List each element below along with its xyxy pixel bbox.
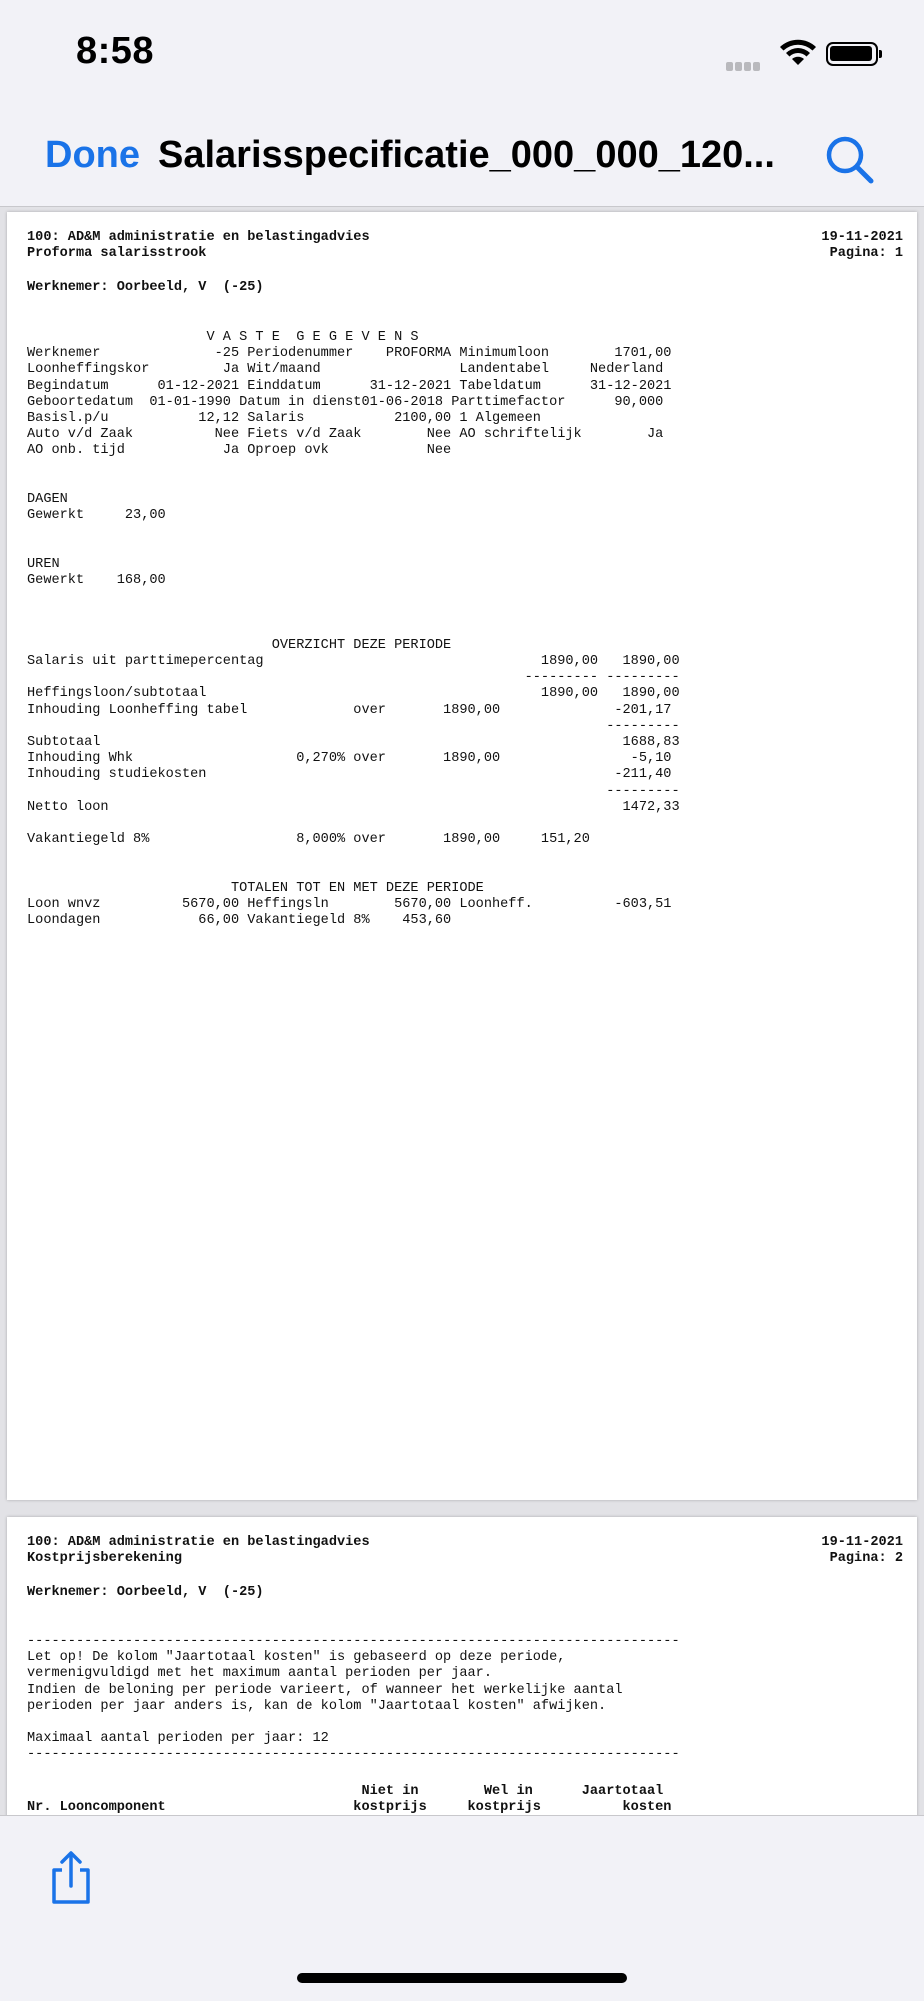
document-heading: Kostprijsberekening xyxy=(27,1551,182,1566)
page-number: Pagina: 1 xyxy=(829,246,903,261)
page-number: Pagina: 2 xyxy=(829,1551,903,1566)
table-header: Niet in Wel in Jaartotaal Nr. Looncomponent kostprijs kostprijs kosten xyxy=(27,1784,672,1815)
employee-label: Werknemer: Oorbeeld, V (-25) xyxy=(27,1585,264,1600)
status-time: 8:58 xyxy=(76,30,155,72)
done-button[interactable]: Done xyxy=(45,134,140,176)
company-name: 100: AD&M administratie en belastingadvies xyxy=(27,230,370,245)
document-date: 19-11-2021 xyxy=(821,230,903,245)
document-viewer[interactable] xyxy=(0,207,924,1815)
wifi-icon xyxy=(778,38,818,68)
document-page-2 xyxy=(7,1517,917,1815)
signal-icon xyxy=(726,58,762,76)
bottom-toolbar xyxy=(0,1815,924,2001)
document-date: 19-11-2021 xyxy=(821,1535,903,1550)
payslip-body: V A S T E G E G E V E N S Werknemer -25 Periodenummer PROFORMA Minimumloon 1701,00 Loonheffingskor Ja Wit/maand Landentabel Nederland Begindatum 01-12-2021 Einddatum 31-12-2021 Tabeldatum 31-12-2021 Geboortedatum 01-01-1990 Datum in dienst01-06-2018 Parttimefactor 90,000 Basisl.p/u 12,12 Salaris 2100,00 1 Algemeen Auto v/d Zaak Nee Fiets v/d Zaak Nee AO schriftelijk Ja AO onb. tijd Ja Oproep ovk Nee DAGEN Gewerkt 23,00 UREN Gewerkt 168,00 OVERZICHT DEZE PERIODE Salaris uit parttimepercentag 1890,00 1890,00 --------- --------- Heffingsloon/subtotaal 1890,00 1890,00 Inhouding Loonheffing tabel over 1890,00 -201,17 --------- Subtotaal 1688,83 Inhouding Whk 0,270% over 1890,00 -5,10 Inhouding studiekosten -211,40 --------- Netto loon 1472,33 Vakantiegeld 8% 8,000% over 1890,00 151,20 TOTALEN TOT EN MET DEZE PERIODE Loon wnvz 5670,00 Heffingsln 5670,00 Loonheff. -603,51 Loondagen 66,00 Vakantiegeld 8% 453,60 xyxy=(27,330,680,929)
employee-label: Werknemer: Oorbeeld, V (-25) xyxy=(27,280,264,295)
cost-note: -------------------------------------------------------------------------------- Let op! De kolom "Jaartotaal kosten" is gebaseerd op deze periode, vermenigvuldigd met het maximum aantal perioden per jaar. Indien de beloning per periode varieert, of wanneer het werkelijke aantal perioden per jaar anders is, kan de kolom "Jaartotaal kosten" afwijken. Maximaal aantal perioden per jaar: 12 -------------------------------------------------------------------------------- xyxy=(27,1634,680,1763)
home-indicator[interactable] xyxy=(297,1973,627,1983)
share-icon[interactable] xyxy=(46,1848,96,1908)
company-name: 100: AD&M administratie en belastingadvies xyxy=(27,1535,370,1550)
document-title: Salarisspecificatie_000_000_120... xyxy=(158,134,775,176)
status-bar xyxy=(0,0,924,110)
document-page-1 xyxy=(7,212,917,1500)
battery-icon xyxy=(826,42,878,66)
document-heading: Proforma salarisstrook xyxy=(27,246,207,261)
nav-bar xyxy=(0,110,924,207)
search-icon[interactable] xyxy=(820,130,880,190)
